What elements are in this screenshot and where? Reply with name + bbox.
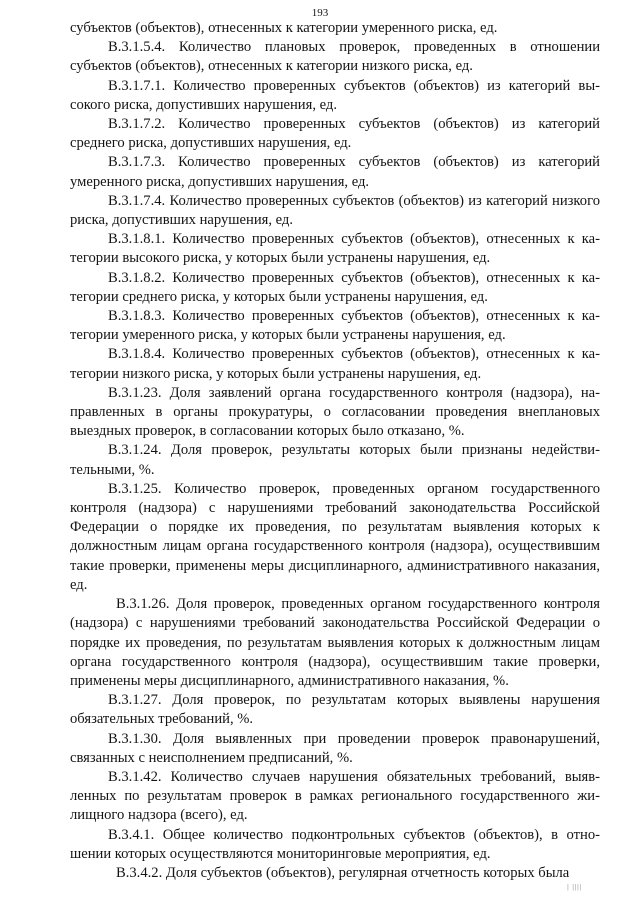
paragraph-b-3-1-25: В.3.1.25. Количество проверок, проведенных органом государственного контроля (надзора) с нарушениями требований законодательства Российской Федерации о порядке их проведения, по результатам выявления которых к должностным лицам органа государственного контроля (надзора), осуществившим такие проверки, применены меры дисциплинарного, административного наказания, ед. [70, 480, 600, 593]
paragraph-b-3-4-1: В.3.4.1. Общее количество подконтрольных субъектов (объектов), в отношении которых осуществляются мониторинговые мероприятия, ед. [70, 826, 600, 862]
paragraph-b-3-1-8-4: В.3.1.8.4. Количество проверенных субъектов (объектов), отнесенных к категории низкого риска, у которых были устранены нарушения, ед. [70, 346, 600, 382]
paragraph-b-3-1-42: В.3.1.42. Количество случаев нарушения обязательных требований, выявленных по результатам проверок в рамках регионального государственного жилищного надзора (всего), ед. [70, 768, 600, 824]
scan-mark: | |||| [567, 883, 582, 891]
paragraph-b-3-1-5-4: В.3.1.5.4. Количество плановых проверок, проведенных в отношении субъектов (объектов), отнесенных к категории низкого риска, ед. [70, 39, 600, 75]
page-number: 193 [311, 7, 329, 19]
paragraph-b-3-1-30: В.3.1.30. Доля выявленных при проведении проверок правонарушений, связанных с неисполнением предписаний, %. [70, 730, 600, 766]
paragraph-b-3-1-23: В.3.1.23. Доля заявлений органа государственного контроля (надзора), направленных в органы прокуратуры, о согласовании проведения внеплановых выездных проверок, в согласовании которых было отказано, %. [70, 384, 600, 440]
paragraph-b-3-1-27: В.3.1.27. Доля проверок, по результатам которых выявлены нарушения обязательных требований, %. [70, 692, 600, 728]
document-body [70, 19, 600, 883]
paragraph-b-3-1-8-2: В.3.1.8.2. Количество проверенных субъектов (объектов), отнесенных к категории среднего риска, у которых были устранены нарушения, ед. [70, 269, 600, 305]
paragraph-continuation: субъектов (объектов), отнесенных к категории умеренного риска, ед. [70, 20, 498, 36]
paragraph-b-3-1-8-3: В.3.1.8.3. Количество проверенных субъектов (объектов), отнесенных к категории умеренного риска, у которых были устранены нарушения, ед. [70, 308, 600, 344]
paragraph-b-3-4-2: В.3.4.2. Доля субъектов (объектов), регулярная отчетность которых была [116, 864, 570, 881]
paragraph-b-3-1-24: В.3.1.24. Доля проверок, результаты которых были признаны недействительными, %. [70, 442, 600, 478]
paragraph-b-3-1-8-1: В.3.1.8.1. Количество проверенных субъектов (объектов), отнесенных к категории высокого риска, у которых были устранены нарушения, ед. [70, 231, 600, 267]
paragraph-b-3-1-7-2: В.3.1.7.2. Количество проверенных субъектов (объектов) из категорий среднего риска, допустивших нарушения, ед. [70, 116, 600, 152]
paragraph-b-3-1-7-4: В.3.1.7.4. Количество проверенных субъектов (объектов) из категорий низкого риска, допустивших нарушения, ед. [70, 192, 600, 229]
paragraph-b-3-1-26: В.3.1.26. Доля проверок, проведенных органом государственного контроля (надзора) с нарушениями требований законодательства Российской Федерации о порядке их проведения, по результатам выявления которых к должностным лицам органа государственного контроля (надзора), осуществившим такие проверки, применены меры дисциплинарного, административного наказания, %. [70, 596, 600, 689]
paragraph-b-3-1-7-1: В.3.1.7.1. Количество проверенных субъектов (объектов) из категорий высокого риска, допустивших нарушения, ед. [70, 77, 600, 113]
paragraph-b-3-1-7-3: В.3.1.7.3. Количество проверенных субъектов (объектов) из категорий умеренного риска, допустивших нарушения, ед. [70, 154, 600, 190]
